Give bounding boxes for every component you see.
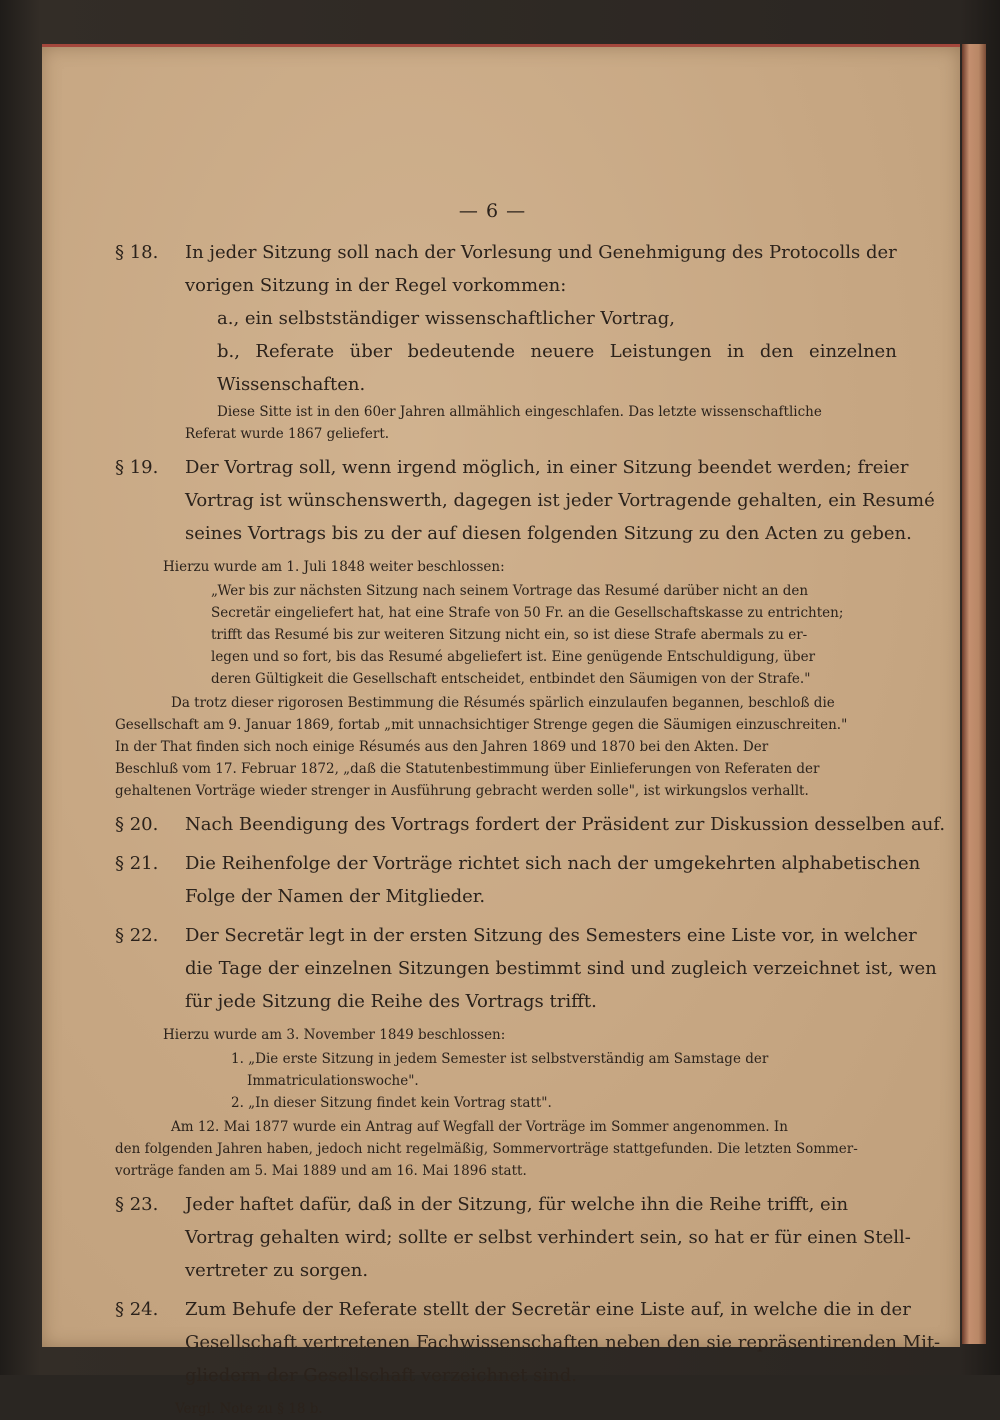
note-after [115,1116,858,1182]
list-item: a., ein selbstständiger wissenschaftlicher Vortrag, [217,308,676,329]
note-list-item: Immatriculationswoche". [247,1073,419,1089]
text-line: Nach Beendigung des Vortrags fordert der Präsident zur Diskussion desselben auf. [185,814,946,835]
note-intro: Hierzu wurde am 3. November 1849 beschlossen: [163,1027,506,1043]
note-items [115,1048,815,1114]
note-line: In der That finden sich noch einige Résumés aus den Jahren 1869 und 1870 bei den Akten. Der [115,739,769,755]
note-line: vorträge fanden am 5. Mai 1889 und am 16. Mai 1896 statt. [115,1163,527,1179]
text-line: vorigen Sitzung in der Regel vorkommen: [185,275,567,296]
text-line: Vortrag ist wünschenswerth, dagegen ist jeder Vortragende gehalten, ein Resumé [185,490,935,511]
note-line: gehaltenen Vorträge wieder strenger in Ausführung gebracht werden solle", ist wirkungslos verhallt. [115,783,809,799]
text-line: Gesellschaft vertretenen Fachwissenschaften neben den sie repräsentirenden Mit- [185,1332,941,1353]
note-line: Da trotz dieser rigorosen Bestimmung die Résumés spärlich einzulaufen begannen, beschloß die [171,695,835,711]
section-20 [115,808,946,841]
page-number: — 6 — [458,200,527,222]
section-label: § 19. [115,457,159,478]
note-line: trifft das Resumé bis zur weiteren Sitzung nicht ein, so ist diese Strafe abermals zu er- [211,627,808,643]
text-line: Der Vortrag soll, wenn irgend möglich, in einer Sitzung beendet werden; freier [185,457,909,478]
note-after [115,692,848,802]
note-line: Beschluß vom 17. Februar 1872, „daß die Statutenbestimmung über Einlieferungen von Referaten der [115,761,820,777]
text-line: die Tage der einzelnen Sitzungen bestimmt sind und zugleich verzeichnet ist, wen [185,958,937,979]
note-line: den folgenden Jahren haben, jedoch nicht regelmäßig, Sommervorträge stattgefunden. Die letzten Sommer- [115,1141,858,1157]
note-block [115,556,815,578]
note-list-item: 2. „In dieser Sitzung findet kein Vortrag statt". [231,1095,552,1111]
section-text [185,847,920,913]
text-line: Folge der Namen der Mitglieder. [185,886,486,907]
next-page-edge [962,44,986,1344]
section-19 [115,451,935,550]
section-24 [115,1293,941,1392]
section-text [185,1293,940,1392]
section-label: § 20. [115,814,159,835]
list-item: b., Referate über bedeutende neuere Leistungen in den einzelnen Wissenschaften. [217,341,897,395]
note-line: Gesellschaft am 9. Januar 1869, fortab „mit unnachsichtiger Strenge gegen die Säumigen einzuschreiten." [115,717,848,733]
note-list-item: 1. „Die erste Sitzung in jedem Semester ist selbstverständig am Samstage der [231,1051,769,1067]
note-block [115,1024,815,1046]
section-label: § 23. [115,1194,159,1215]
section-23 [115,1188,911,1287]
section-text [185,1188,911,1287]
text-line: für jede Sitzung die Reihe des Vortrags trifft. [185,991,597,1012]
section-22 [115,919,937,1018]
footnote: Vergl. Note zu § 18 b. [175,1401,323,1417]
note-line: deren Gültigkeit die Gesellschaft entscheidet, entbindet den Säumigen von der Strafe." [211,671,811,687]
note-quote [115,580,844,690]
text-line: seines Vortrags bis zu der auf diesen folgenden Sitzung zu den Acten zu geben. [185,523,912,544]
text-line: In jeder Sitzung soll nach der Vorlesung und Genehmigung des Protocolls der [185,242,897,263]
text-line: Die Reihenfolge der Vorträge richtet sich nach der umgekehrten alphabetischen [185,853,921,874]
text-line: Der Secretär legt in der ersten Sitzung des Semesters eine Liste vor, in welcher [185,925,917,946]
text-line: Jeder haftet dafür, daß in der Sitzung, für welche ihn die Reihe trifft, ein [185,1194,849,1215]
text-line: Zum Behufe der Referate stellt der Secretär eine Liste auf, in welche die in der [185,1299,911,1320]
text-line: gliedern der Gesellschaft verzeichnet sind. [185,1365,578,1386]
section-21 [115,847,921,913]
section-label: § 18. [115,242,159,263]
section-text [185,808,945,841]
note-intro: Hierzu wurde am 1. Juli 1848 weiter beschlossen: [163,559,505,575]
footnote-line: Diese Sitte ist in den 60er Jahren allmählich eingeschlafen. Das letzte wissenschaftliche [217,404,822,420]
note-line: Secretär eingeliefert hat, hat eine Strafe von 50 Fr. an die Gesellschaftskasse zu entrichten; [211,605,844,621]
text-line: vertreter zu sorgen. [185,1260,369,1281]
section-label: § 24. [115,1299,159,1320]
note-line: legen und so fort, bis das Resumé abgeliefert ist. Eine genügende Entschuldigung, über [211,649,816,665]
section-text [185,236,897,445]
section-label: § 22. [115,925,159,946]
note-line: Am 12. Mai 1877 wurde ein Antrag auf Wegfall der Vorträge im Sommer angenommen. In [171,1119,788,1135]
page-content [115,200,946,1420]
footnote-line: Referat wurde 1867 geliefert. [185,426,390,442]
section-18 [115,236,897,445]
section-text [185,451,935,550]
text-line: Vortrag gehalten wird; sollte er selbst verhindert sein, so hat er für einen Stell- [185,1227,911,1248]
note-line: „Wer bis zur nächsten Sitzung nach seinem Vortrage das Resumé darüber nicht an den [211,583,809,599]
section-label: § 21. [115,853,159,874]
section-text [185,919,937,1018]
